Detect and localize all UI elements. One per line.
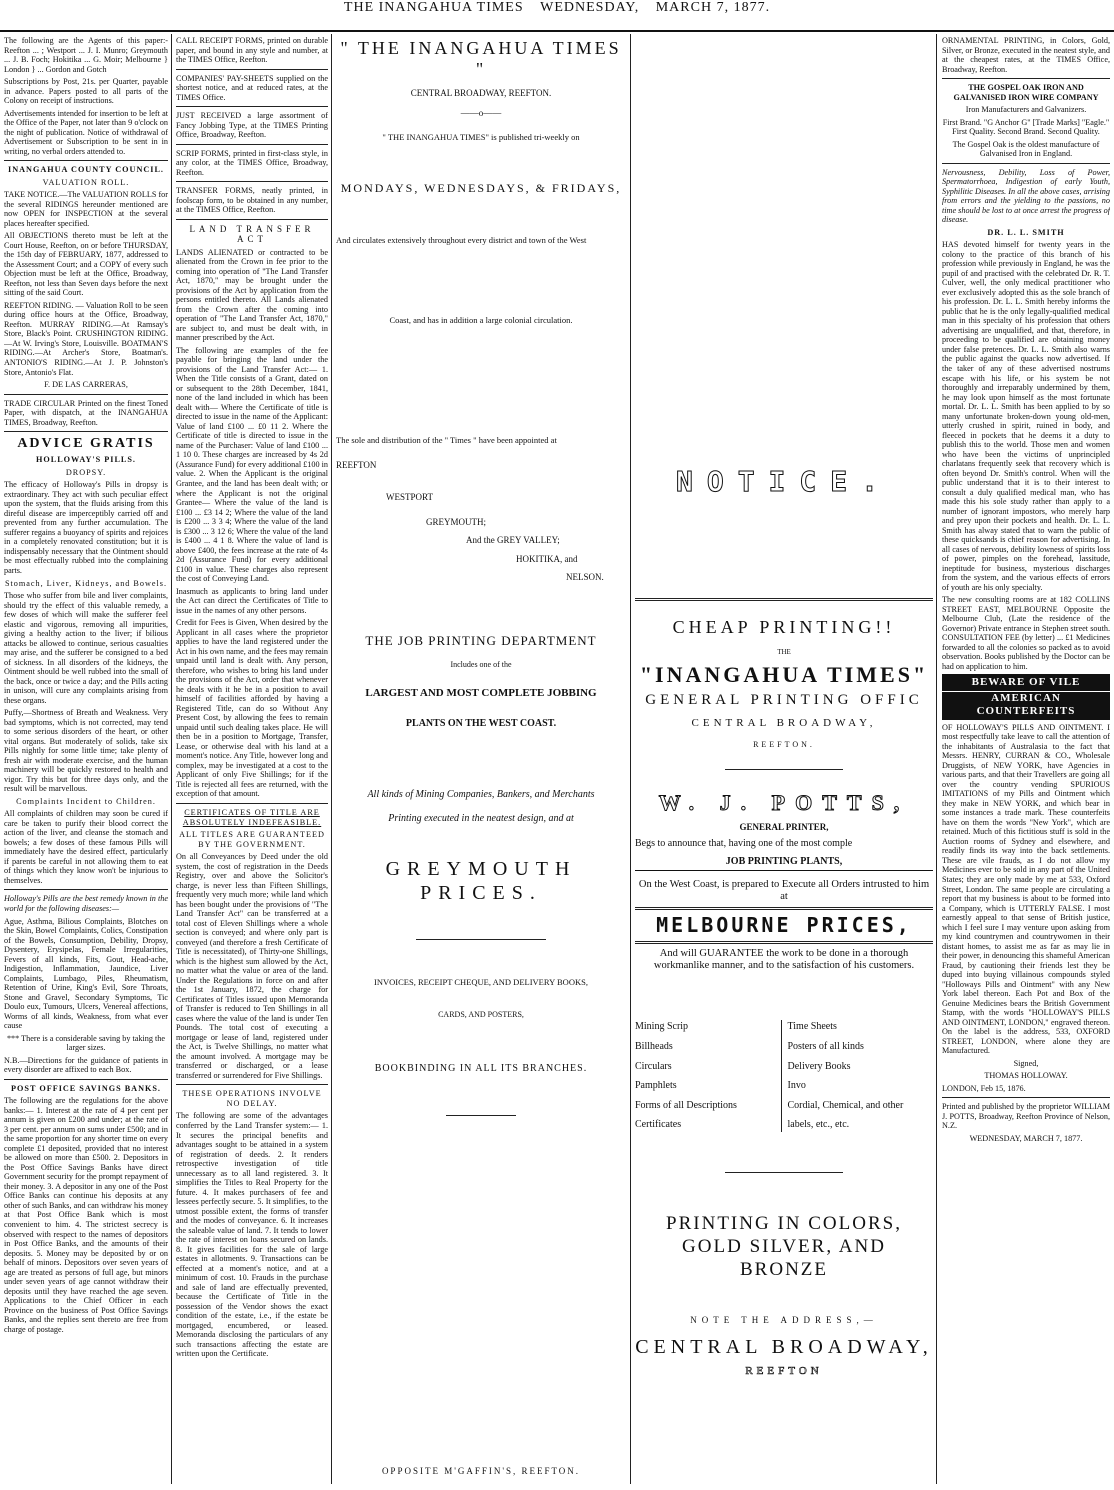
- potts-name: W. J. POTTS,: [658, 790, 910, 816]
- nelson-town: NELSON.: [566, 572, 604, 583]
- children-heading: Complaints Incident to Children.: [16, 796, 156, 806]
- advice-heading: ADVICE GRATIS: [17, 436, 155, 452]
- reefton-outline: REEFTON: [745, 1364, 823, 1377]
- column-divider: [630, 34, 631, 1484]
- invoices-line: INVOICES, RECEIPT CHEQUE, AND DELIVERY BOOKS,: [374, 976, 588, 987]
- opposite-line: OPPOSITE M'GAFFIN'S, REEFTON.: [381, 1465, 581, 1476]
- top-rule: [0, 30, 1114, 32]
- published-line: " THE INANGAHUA TIMES" is published tri-weekly on: [382, 131, 580, 142]
- paper-title: " THE INANGAHUA TIMES ": [340, 38, 622, 79]
- certificates-heading: CERTIFICATES OF TITLE ARE ABSOLUTELY INDEFEASIBLE.: [182, 808, 322, 827]
- grey-valley-town: And the GREY VALLEY;: [466, 535, 560, 546]
- puffy-text: Puffy,—Shortness of Breath and Weakness. Very bad symptoms, which is not corrected, may tend to some serious disorders of the heart, or other vital organs. But moderately of solids, take six Pills nightly for some little time; take plenty of fresh air with moderate exercise, and the human machinery will be quickly restored to health and vigor. Try this but for three days only, and the result will be marvellous.: [4, 708, 168, 794]
- list-item: Circulars: [635, 1060, 672, 1072]
- column-5: [942, 36, 1110, 1482]
- land-transfer-intro: LANDS ALIENATED or contracted to be alienated from the Crown in fee prior to the coming into operation of "The Land Transfer Act, 1870," may be brought under the provisions of the Act by application from the persons entitled thereto. All Lands alienated from the Crown after the coming into operation of "The Land Transfer Act, 1870," are subject to, and must be dealt with, in manner prescribed by the Act.: [176, 247, 328, 343]
- west-coast-plants: PLANTS ON THE WEST COAST.: [405, 717, 557, 729]
- inangahua-times-gothic: "INANGAHUA TIMES": [639, 662, 929, 688]
- savings-bank-heading: POST OFFICE SAVINGS BANKS.: [11, 1083, 161, 1093]
- column-divider: [936, 34, 937, 1484]
- oldest-line: The Gospel Oak is the oldest manufacture of Galvanised Iron in England.: [952, 139, 1100, 159]
- transfer-forms-ad: TRANSFER FORMS, neatly printed, in foolscap form, to be obtained in any number, at the TIMES Office, Reefton.: [176, 186, 328, 215]
- largest-plants-line: LARGEST AND MOST COMPLETE JOBBING: [365, 686, 597, 699]
- beware-banner: [942, 674, 1110, 719]
- paper-address: CENTRAL BROADWAY, REEFTON.: [410, 87, 552, 98]
- brands-line: First Brand. "G Anchor G" [Trade Marks] "Eagle." First Quality. Second Brand. Second Quality.: [942, 117, 1110, 137]
- subscription-terms: Subscriptions by Post, 21s. per Quarter, payable in advance. Papers posted to all parts of the Colony on receipt of instructions.: [4, 77, 168, 106]
- list-item: Cordial, Chemical, and other: [787, 1099, 904, 1111]
- list-item: Posters of all kinds: [787, 1040, 864, 1052]
- greymouth-prices: GREYMOUTH PRICES.: [385, 858, 577, 904]
- counterfeit-text: OF HOLLOWAY'S PILLS AND OINTMENT. I most respectfully take leave to call the attention of the inhabitants of Australasia to the fact that Messrs. HENRY, CURRAN & CO., Wholesale Druggists, of NEW YORK, have Agencies in various parts, and that their Travellers are going all over the country vending SPURIOUS IMITATIONS of my Pills and Ointment which they make in NEW YORK, and which bear in some instances a trade mark. These counterfeits have on them the words "New York", which are retained. Much of this fictitious stuff is sold in the Auction rooms of Sydney and elsewhere, and readily finds its way into the back settlements. These are vile frauds, as I do not allow my Medicines ever to be sold in any part of the United States; they are only made by me at 533, Oxford Street, London. The same people are circulating a report that my business is about to be formed into a Company, which is UTTERLY FALSE. I most earnestly appeal to that sense of British justice, which I feel sure I may venture upon asking from my kind countrymen and countrywomen in their distant homes, to assist me as far as may lie in their power, in denouncing this shameful American Fraud, by cautioning their friends lest they be duped into buying villainous compounds styled "Holloways Pills and Ointment" with any New York label thereon. Each Pot and Box of the Genuine Medicines bears the British Government Stamp, with the words "HOLLOWAY'S PILLS AND OINTMENT, LONDON," engraved thereon. On the label is the address, 533, OXFORD STREET, LONDON, where alone they are Manufactured.: [942, 722, 1110, 1056]
- cards-line: CARDS, AND POSTERS,: [438, 1009, 524, 1019]
- imprint: Printed and published by the proprietor WILLIAM J. POTTS, Broadway, Reefton Province of Nelson, N.Z.: [942, 1102, 1110, 1131]
- bookbinding-line: BOOKBINDING IN ALL ITS BRANCHES.: [374, 1062, 588, 1074]
- land-transfer-note: Inasmuch as applicants to bring land under the Act can direct the Certificates of Title to issue in the names of any other persons.: [176, 586, 328, 615]
- advertising-terms: Advertisements intended for insertion to be left at the Office of the Paper, not later than 9 o'clock on the night of publication. Notice of withdrawal of Advertisement or Subscription to be sent in in writing, no verbal orders attended to.: [4, 108, 168, 156]
- dr-smith-text: HAS devoted himself for twenty years in the colony to the practice of this branch of his profession while previously in England, he was the pupil of and practised with the celebrated Dr. R. T. Culver, well, the only medical practitioner who ever exclusively adopted this as the sole branch of his profession. Dr. L. L. Smith hereby informs the public that he is the only legally-qualified medical man in this specialty of his profession that others advertising are unqualified, and that, therefore, in proceeding to be qualified are obtaining money under false pretences. Dr. L. L. Smith also warns the public against the quacks now advertised. If the taker of any of these advertised nostrums escape with his life, or his system be not thoroughly and irreparably undermined by them, he may look upon himself as the most fortunate mortal. Dr. L. L. Smith has been applied to by so many unfortunate broken-down young old-men, utterly crushed in spirit, ruined in body, and fleeced in pockets that he deems it a duty to publish this to the world. Those men and women who have been the victims of unprincipled charlatans frequently seek that recovery which is often beyond Dr. Smith's control. When will the public understand that it is to their interest to consult a duly qualified medical man, who has made this his sole study rather than apply to a number of ignorant impostors, who merely harp and prey upon their pockets and health. Dr. L. L. Smith has alway stated that to warn the public of these quicksands is chief reason for advertising. In all cases of nervous, debility lowness of spirits loss of power, pimples on the forehead, lassitude, ineptitude for business, mysterious discharges from the system, and the various effects of errors of youth are his only specialty.: [942, 240, 1110, 592]
- scrip-forms-ad: SCRIP FORMS, printed in first-class style, in any color, at the TIMES Office, Broadway, Reefton.: [176, 148, 328, 177]
- list-item: Billheads: [635, 1040, 673, 1052]
- masthead-day: WEDNESDAY,: [540, 0, 640, 15]
- hokitika-town: HOKITIKA, and: [516, 553, 578, 564]
- savings-bank-text: The following are the regulations for the above banks:— 1. Interest at the rate of 4 per cent per annum is given on £200 and under; at the rate of 3 per cent. per annum on sums under £500; and in the same proportion for any shorter time on every complete £1 deposited, provided that no interest be allowed on more than £500. 2. Depositors in the Post Office Savings Banks have direct Government security for the prompt repayment of their money. 3. A depositor in any one of the Post Office Banks can continue his deposits at any other of such Banks, and can withdraw his money at that Post Office Bank which is most convenient to him. 4. The strictest secrecy is observed with respect to the names of depositors in Post Office Banks, and the amounts of their deposits. 5. Money may be deposited by or on behalf of minors. Depositors over seven years of age are treated as persons of full age, but minors under seven years of age cannot withdraw their deposits until they have reached the age seven. Applications to the Chief Officer in each Province on the business of Post Office Savings Banks, and the replies sent thereto are free from charge of postage.: [4, 1096, 168, 1334]
- general-printing-office: GENERAL PRINTING OFFIC: [645, 691, 923, 708]
- directions-note: N.B.—Directions for the guidance of patients in every disorder are affixed to each Box.: [4, 1055, 168, 1075]
- column-divider: [331, 34, 332, 1484]
- remedy-heading: Holloway's Pills are the best remedy known in the world for the following diseases:—: [4, 894, 168, 913]
- guarantee-line: And will GUARANTEE the work to be done in a thorough workmanlike manner, and to the satisfaction of his customers.: [653, 948, 915, 972]
- land-transfer-fees: The following are examples of the fee payable for bringing the land under the provisions of the Land Transfer Act:— 1. When the Title consists of a Grant, dated on or subsequent to the 28th December, 1841, none of the land included in which has been dealt with— Where the Certificate of title is directed to issue in the name of the Applicant: Value of land £100 ... £0 11 2. Where the Certificate of title is directed to issue in the name of the Purchaser: Value of land £100 ... 1 10 0. These charges are increased by 4s 2d (Assurance Fund) for every additional £100 in value. 2. When the Applicant is the original Grantee, and the land has been dealt with; or where the Applicant is not the original Grantee— Where the value of the land is £100 ... £3 14 2; Where the value of the land is £200 ... 3 3 4; Where the value of the land is £300 ... 3 12 6; Where the value of the land is £400 ... 4 1 8. Where the value of land is above £400, the fees increase at the rate of 4s 2d (Assurance Fund) for every additional £100 in value. These charges also represent the cost of Conveying Land.: [176, 345, 328, 584]
- note-address: NOTE THE ADDRESS,—: [690, 1315, 878, 1326]
- stomach-heading: Stomach, Liver, Kidneys, and Bowels.: [4, 578, 168, 588]
- holloway-signature: THOMAS HOLLOWAY.: [984, 1071, 1068, 1081]
- melbourne-prices: MELBOURNE PRICES,: [656, 912, 912, 937]
- column-2: [176, 36, 328, 1482]
- pay-sheets-ad: COMPANIES' PAY-SHEETS supplied on the shortest notice, and at reduced rates, at the TIMES Office.: [176, 73, 328, 102]
- masthead: [0, 0, 1114, 24]
- colors-line: PRINTING IN COLORS, GOLD SILVER, AND BRONZE: [666, 1212, 902, 1280]
- printing-list: [635, 1020, 933, 1132]
- includes-line: Includes one of the: [450, 659, 512, 669]
- notice-heading: NOTICE.: [675, 465, 892, 498]
- ridings-list: REEFTON RIDING. — Valuation Roll to be seen during office hours at the Office, Broadway, Reefton. MURRAY RIDING.—At Ramsay's Store, Black's Point. CRUSHINGTON RIDING.—At W. Irving's Store, Louisville. BOATMAN'S RIDING.—At Archer's Store, Boatman's. ANTONIO'S RIDING.—At J. P. Johnston's Store, Antonio's Flat.: [4, 300, 168, 377]
- operations-heading: THESE OPERATIONS INVOLVE NO DELAY.: [182, 1089, 322, 1108]
- masthead-date: MARCH 7, 1877.: [655, 0, 771, 15]
- ornamental-printing-ad: ORNAMENTAL PRINTING, in Colors, Gold, Silver, or Bronze, executed in the neatest style, and at the cheapest rates, at the TIMES Office, Broadway, Reefton.: [942, 36, 1110, 74]
- saving-note: *** There is a considerable saving by taking the larger sizes.: [6, 1033, 166, 1053]
- greymouth-town: GREYMOUTH;: [426, 516, 486, 527]
- list-item: Delivery Books: [787, 1060, 851, 1072]
- gospel-oak-heading: THE GOSPEL OAK IRON AND GALVANISED IRON WIRE COMPANY: [953, 83, 1099, 102]
- column-divider: [171, 34, 172, 1484]
- central-broadway: CENTRAL BROADWAY,: [691, 717, 877, 730]
- dropsy-heading: DROPSY.: [65, 467, 107, 477]
- operations-text: The following are some of the advantages conferred by the Land Transfer system:— 1. It secures the principal benefits and advantages sought to be attained in a system of registration of deeds. 2. It renders retrospective investigation of title unnecessary as to all land registered. 3. It simplifies the Titles to Real Property for the future. 4. It makes purchasers of fee and lessees perfectly secure. 5. It simplifies, to the utmost possible extent, the forms of transfer and the modes of conveyance. 6. It increases the saleable value of land. 7. It tends to lower the rate of interest on loans secured on lands. 8. It gives facilities for the sale of large estates in allotments. 9. Transactions can be effected at a moment's notice, and at a minimum of cost. 10. Frauds in the purchase and sale of land are effectually prevented, because the Certificate of Title in the possession of the Vendor shows the exact condition of the estate, i.e., if the estate be mortgaged, encumbered, or leased. Memoranda disclosing the particulars of any such transactions affecting the estate are written upon the Certificate.: [176, 1111, 328, 1359]
- agents-list: The following are the Agents of this paper:- Reefton ... ; Westport ... J. I. Munro; Greymouth ... J. B. Foch; Hokitika ... G. Moir; Melbourne } London } ... Gordon and Gotch: [4, 36, 168, 74]
- guarantee-text: On all Conveyances by Deed under the old system, the cost of registration in the Deeds Registry, over and above the Solicitor's charge, is never less than Fifteen Shillings, frequently very much more; while land which has been bought under the provisions of "The Land Transfer Act" can be transferred at a total cost of Eleven Shillings where a whole section is conveyed; and where only part is conveyed (and therefore a fresh Certificate of Title is necessitated), of Thirty-one Shillings, which is the highest sum allowed by the Act, no matter what the value or area of the land. Under the Regulations in force on and after the 1st January, 1872, the charge for Certificates of Titles issued upon Memoranda of Transfer is reduced to Ten Shillings in all cases where the value of the land is under Ten Pounds. The total cost of executing a mortgage or lease of land, registered under the Act, is Twelve Shillings, no matter what the amount involved. A mortgage may be transferred or discharged, or a lease transferred or surrendered for Five Shillings.: [176, 852, 328, 1080]
- job-printing-plants: JOB PRINTING PLANTS,: [635, 856, 933, 871]
- reefton-town: REEFTON: [336, 459, 377, 470]
- signed-label: Signed,: [1013, 1058, 1039, 1068]
- list-item: labels, etc., etc.: [787, 1119, 850, 1131]
- iron-manufacturers: Iron Manufacturers and Galvanizers.: [965, 105, 1087, 115]
- list-item: Invo: [787, 1080, 806, 1092]
- jobbing-type-ad: JUST RECEIVED a large assortment of Fancy Jobbing Type, at the TIMES Printing Office, Broadway, Reefton.: [176, 111, 328, 140]
- land-transfer-heading: LAND TRANSFER ACT: [189, 223, 315, 245]
- publication-days: MONDAYS, WEDNESDAYS, & FRIDAYS,: [340, 181, 622, 196]
- stomach-text: Those who suffer from bile and liver complaints, should try the effect of this valuable remedy, a few doses of which will make the sufferer feel elastic and vigorous, removing all impurities, giving a healthy action to the liver; if bilious attacks be allowed to continue, serious casualties may arise, and the sufferer be consigned to a bed of sickness. In all disorders of the kidneys, the Ointment should be well rubbed into the small of the back, once or twice a day; and the Pills acting in unison, will cure any complaints arising from these organs.: [4, 591, 168, 705]
- dropsy-text: The efficacy of Holloway's Pills in dropsy is extraordinary. They act with such peculiar effect upon the system, that the fluids arising from this direful disease are imperceptibly carried off and prevented from any further accumulation. The sufferer regains a buoyancy of spirits and rejoices in a completely renovated constitution; but it is indispensably necessary that the Ointment should be most effectually rubbed into the complaining parts.: [4, 480, 168, 575]
- credit-for-fees: Credit for Fees is Given, When desired by the Applicant in all cases where the proprietor applies to have the land registered under the Act in his own name, and the fees may remain unpaid until land is dealt with. Any person, therefore, who wishes to bring his land under the provisions of the Act, order that whenever he deals with it he be in a position to avail himself of facilities afforded by having a Registered Title, can do so Without Any Present Cost, by allowing the fees to remain unpaid until such dealing takes place. He will then be in a position to Mortgage, Transfer, Lease, or otherwise deal with his land at a moment's notice. Any Title, however long and complex, may be investigated at a cost to the Applicant of only Five Shillings; for if the Title is rejected all fees are returned, with the exception of that amount.: [176, 618, 328, 799]
- children-text: All complaints of children may soon be cured if care be taken to purify their blood correct the action of the liver, and cleanse the stomach and bowels; a few doses of these famous Pills will immediately have the desired effect, particularly if parents be careful in not allowing them to eat of things which they know won't be injurious to themselves.: [4, 809, 168, 885]
- list-item: Pamphlets: [635, 1080, 677, 1092]
- neatest-design-line: Printing executed in the neatest design, and at: [388, 812, 574, 824]
- issue-date: WEDNESDAY, MARCH 7, 1877.: [969, 1133, 1083, 1143]
- nervousness-ad: Nervousness, Debility, Loss of Power, Spermatorrhoea, Indigestion of early Youth, Syphilitic Diseases. In all the above cases, arrising from errors and the yielding to the passions, no time should be lost to at once arrest the progress of disease.: [942, 167, 1110, 225]
- central-broadway-large: CENTRAL BROADWAY,: [635, 1335, 933, 1358]
- reefton-label: REEFTON.: [753, 740, 815, 750]
- column-4: [635, 36, 933, 1482]
- westport-town: WESTPORT: [386, 492, 433, 503]
- column-1: [4, 36, 168, 1482]
- beware-line-1: BEWARE OF VILE: [971, 676, 1081, 689]
- holloway-heading: HOLLOWAY'S PILLS.: [36, 455, 136, 465]
- guarantee-heading: ALL TITLES ARE GUARANTEED BY THE GOVERNMENT.: [179, 830, 325, 849]
- take-notice: TAKE NOTICE.—The VALUATION ROLLS for the several RIDINGS hereunder mentioned are now OPEN for INSPECTION at the several places hereafter specified.: [4, 190, 168, 228]
- general-printer: GENERAL PRINTER,: [739, 821, 829, 832]
- cheap-printing: CHEAP PRINTING!!: [672, 617, 896, 638]
- masthead-title: THE INANGAHUA TIMES: [343, 0, 524, 15]
- begs-line: Begs to announce that, having one of the most comple: [635, 838, 853, 850]
- council-signature: F. DE LAS CARRERAS,: [44, 380, 128, 390]
- list-item: Forms of all Descriptions: [635, 1099, 737, 1111]
- london-date: LONDON, Feb 15, 1876.: [942, 1083, 1026, 1093]
- agents-line: The sole and distribution of the " Times " have been appointed at: [336, 435, 557, 446]
- coast-line: Coast, and has in addition a large colonial circulation.: [389, 315, 573, 326]
- list-item: Certificates: [635, 1119, 682, 1131]
- council-heading: INANGAHUA COUNTY COUNCIL.: [8, 165, 164, 175]
- diseases-list: Ague, Asthma, Bilious Complaints, Blotches on the Skin, Bowel Complaints, Colics, Constipation of the Bowels, Consumption, Debility, Dropsy, Dysentery, Erysipelas, Female Irregularities, Fevers of all kinds, Fits, Gout, Head-ache, Indigestion, Inflammation, Jaundice, Liver Complaints, Lumbago, Piles, Rheumatism, Retention of Urine, King's Evil, Sore Throats, Stone and Gravel, Secondary Symptoms, Tic Doulo eux, Tumours, Ulcers, Venereal affections, Worms of all kinds, Weakness, from what ever cause: [4, 916, 168, 1031]
- dr-smith-heading: DR. L. L. SMITH: [987, 227, 1065, 237]
- consulting-rooms: The new consulting rooms are at 182 COLLINS STREET EAST, MELBOURNE Opposite the Melbourne Club, (Late the residence of the Governor) Private entrance in Stephen street south. CONSULTATION FEE (by letter) ... £1 Medicines forwarded to all the colonies so packed as to avoid observation. Books published by the Doctor can be had on application to him.: [942, 595, 1110, 671]
- trade-circular-ad: TRADE CIRCULAR Printed on the finest Toned Paper, with dispatch, at the INANGAHUA TIMES, Broadway, Reefton.: [4, 398, 168, 427]
- circulation-line: And circulates extensively throughout every district and town of the West: [336, 235, 587, 246]
- job-department-heading: THE JOB PRINTING DEPARTMENT: [365, 632, 597, 648]
- mining-companies-line: All kinds of Mining Companies, Bankers, and Merchants: [367, 789, 595, 801]
- objections-notice: All OBJECTIONS thereto must be left at the Court House, Reefton, on or before THURSDAY, the 15th day of FEBRUARY, 1877, addressed to the Assessment Court; and a COPY of every such Objection must be left at the Office, Broadway, Reefton, not less than Seven days before the next sitting of the said Court.: [4, 231, 168, 298]
- west-coast-line: On the West Coast, is prepared to Execute all Orders intrusted to him at: [638, 878, 930, 902]
- receipt-forms-ad: CALL RECEIPT FORMS, printed on durable paper, and bound in any style and number, at the TIMES Office, Reefton.: [176, 36, 328, 65]
- the-label: THE: [777, 648, 791, 657]
- valuation-heading: VALUATION ROLL.: [42, 177, 130, 187]
- list-item: Time Sheets: [787, 1021, 837, 1033]
- list-item: Mining Scrip: [635, 1021, 689, 1033]
- column-3: " THE INANGAHUA TIMES " CENTRAL BROADWAY, REEFTON. ——o—— " THE INANGAHUA TIMES" is published tri-weekly on MONDAYS, WEDNESDAYS, & FRIDAYS, And circulates extensively throughout every district and town of the West Coast, and has in addition a large colonial circulation. The sole and distribution of the " Times " have been appointed at REEFTON WESTPORT GREYMOUTH; And the GREY VALLEY; HOKITIKA, and NELSON. THE JOB PRINTING DEPARTMENT Includes one of the LARGEST AND MOST COMPLETE JOBBING PLANTS ON THE WEST COAST. All kinds of Mining Companies, Bankers, and Merchants Printing executed in the neatest design, and at GREYMOUTH PRICES. INVOICES, RECEIPT CHEQUE, AND DELIVERY BOOKS, CARDS, AND POSTERS, BOOKBINDING IN ALL ITS BRANCHES. OPPOSITE M'GAFFIN'S, REEFTON.: [336, 36, 626, 1482]
- beware-line-2: AMERICAN COUNTERFEITS: [942, 691, 1110, 718]
